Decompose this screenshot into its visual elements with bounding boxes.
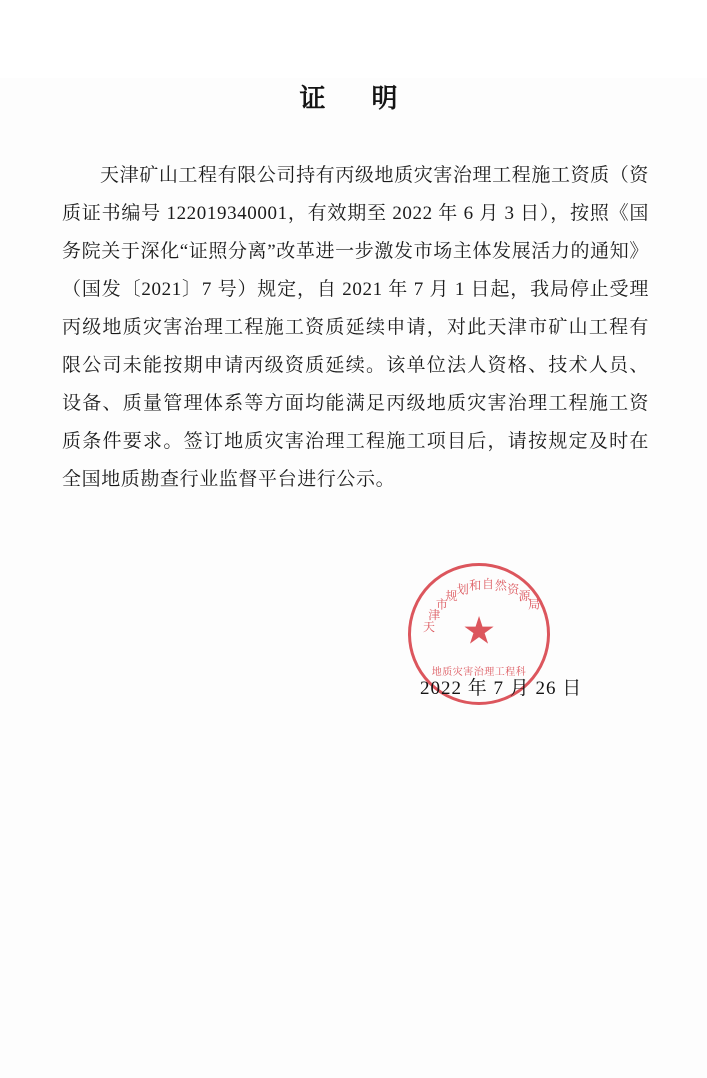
body-paragraph: 天津矿山工程有限公司持有丙级地质灾害治理工程施工资质（资质证书编号 122019340001，有效期至 2022 年 6 月 3 日），按照《国务院关于深化“证照分离”改革进一步激发市场主体发展活力的通知》（国发〔2021〕7 号）规定，自 2021 年 7 月 1 日起，我局停止受理丙级地质灾害治理工程施工资质延续申请，对此天津市矿山工程有限公司未能按期申请丙级资质延续。该单位法人资格、技术人员、设备、质量管理体系等方面均能满足丙级地质灾害治理工程施工资质条件要求。签订地质灾害治理工程施工项目后，请按规定及时在全国地质勘查行业监督平台进行公示。 bbox=[62, 165, 649, 490]
stamp-ring-text-arc: 天 津 市 规 划 和 自 然 资 源 局 bbox=[423, 577, 542, 634]
date-line: 2022 年 7 月 26 日 bbox=[420, 678, 583, 699]
signature-area bbox=[0, 555, 707, 735]
page-title: 证 明 bbox=[299, 84, 408, 113]
document-page bbox=[0, 78, 707, 1078]
star-icon: ★ bbox=[461, 610, 497, 653]
document-body bbox=[62, 157, 649, 499]
stamp-bottom-text: 地质灾害治理工程科 bbox=[431, 667, 527, 678]
